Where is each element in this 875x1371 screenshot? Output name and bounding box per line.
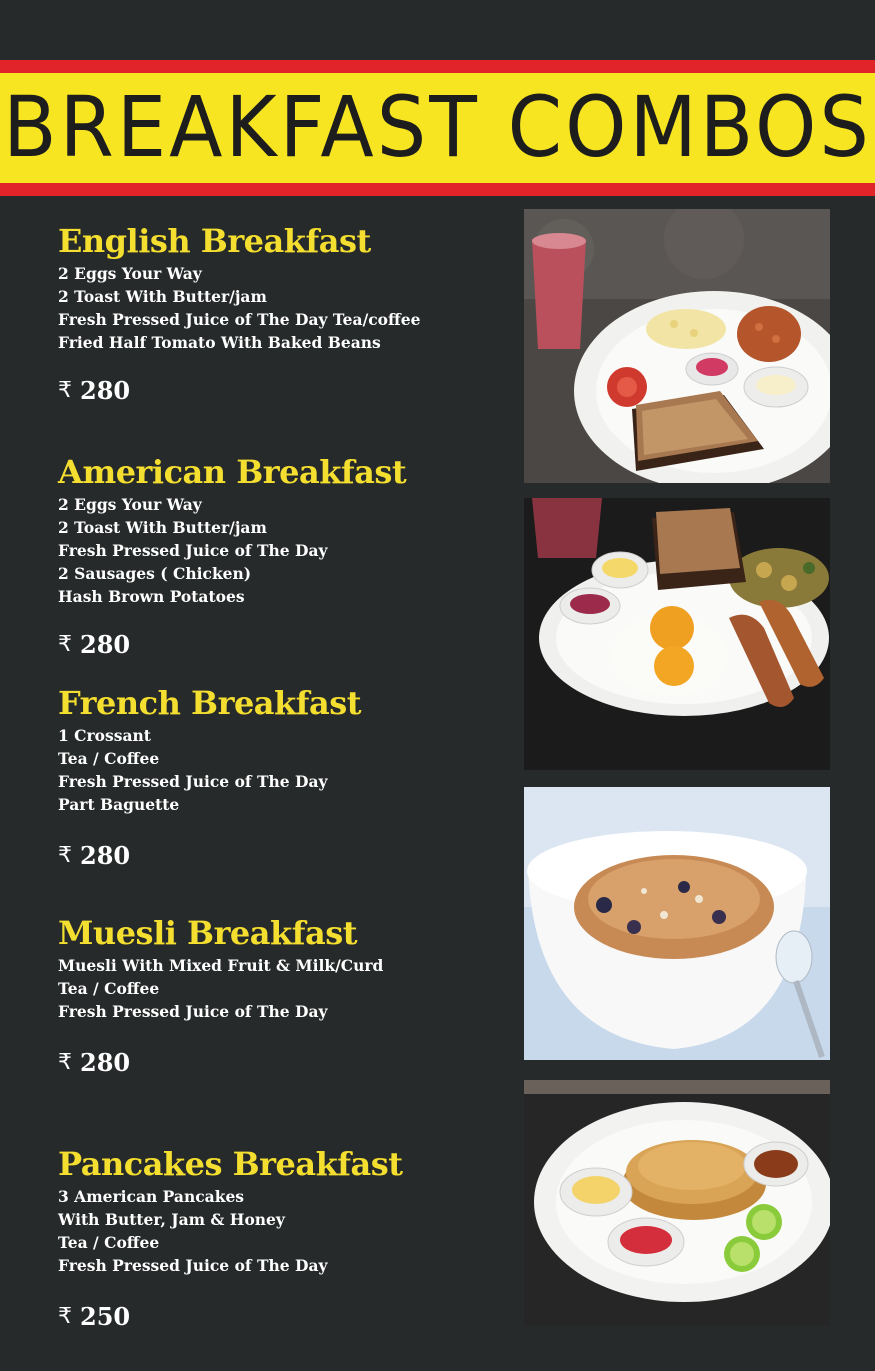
rupee-icon: ₹ xyxy=(58,378,72,403)
price-value: 280 xyxy=(80,376,131,405)
item-line: Fresh Pressed Juice of The Day xyxy=(58,772,328,791)
menu-item-american-breakfast xyxy=(58,453,498,608)
item-description xyxy=(58,1185,498,1277)
price-value: 280 xyxy=(80,630,131,659)
item-description xyxy=(58,262,498,354)
item-line: Tea / Coffee xyxy=(58,749,160,768)
menu-item-muesli-breakfast xyxy=(58,914,498,1023)
rupee-icon: ₹ xyxy=(58,1304,72,1329)
item-title: American Breakfast xyxy=(58,453,407,491)
item-line: Fresh Pressed Juice of The Day xyxy=(58,1002,328,1021)
menu-item-english-breakfast xyxy=(58,222,498,354)
item-description xyxy=(58,724,498,816)
price-value: 280 xyxy=(80,1048,131,1077)
item-price xyxy=(58,1302,130,1331)
item-title: English Breakfast xyxy=(58,222,371,260)
item-line: Fresh Pressed Juice of The Day xyxy=(58,1256,328,1275)
rupee-icon: ₹ xyxy=(58,632,72,657)
item-line: 2 Sausages ( Chicken) xyxy=(58,564,252,583)
english-breakfast-photo xyxy=(524,209,830,483)
muesli-breakfast-photo xyxy=(524,787,830,1060)
item-line: Fried Half Tomato With Baked Beans xyxy=(58,333,381,352)
price-value: 250 xyxy=(80,1302,131,1331)
item-line: Muesli With Mixed Fruit & Milk/Curd xyxy=(58,956,384,975)
item-title: Muesli Breakfast xyxy=(58,914,357,952)
price-value: 280 xyxy=(80,841,131,870)
menu-item-french-breakfast xyxy=(58,684,498,816)
item-line: 2 Eggs Your Way xyxy=(58,264,202,283)
item-description xyxy=(58,493,498,608)
page-title: BREAKFAST COMBOS xyxy=(3,79,872,177)
item-line: Fresh Pressed Juice of The Day xyxy=(58,541,328,560)
item-line: Tea / Coffee xyxy=(58,979,160,998)
rupee-icon: ₹ xyxy=(58,1050,72,1075)
rupee-icon: ₹ xyxy=(58,843,72,868)
header-banner xyxy=(0,60,875,196)
item-line: Hash Brown Potatoes xyxy=(58,587,245,606)
item-line: 1 Crossant xyxy=(58,726,151,745)
item-line: With Butter, Jam & Honey xyxy=(58,1210,285,1229)
item-title: French Breakfast xyxy=(58,684,361,722)
item-price xyxy=(58,1048,130,1077)
item-line: 2 Toast With Butter/jam xyxy=(58,287,267,306)
item-price xyxy=(58,376,130,405)
item-line: 2 Eggs Your Way xyxy=(58,495,202,514)
american-breakfast-photo xyxy=(524,498,830,770)
item-line: Part Baguette xyxy=(58,795,180,814)
item-line: Fresh Pressed Juice of The Day Tea/coffee xyxy=(58,310,421,329)
item-price xyxy=(58,841,130,870)
menu-item-pancakes-breakfast xyxy=(58,1145,498,1277)
item-line: 2 Toast With Butter/jam xyxy=(58,518,267,537)
item-description xyxy=(58,954,498,1023)
item-title: Pancakes Breakfast xyxy=(58,1145,403,1183)
header-banner-yellow xyxy=(0,73,875,183)
item-line: Tea / Coffee xyxy=(58,1233,160,1252)
item-price xyxy=(58,630,130,659)
pancakes-breakfast-photo xyxy=(524,1080,830,1326)
item-line: 3 American Pancakes xyxy=(58,1187,245,1206)
